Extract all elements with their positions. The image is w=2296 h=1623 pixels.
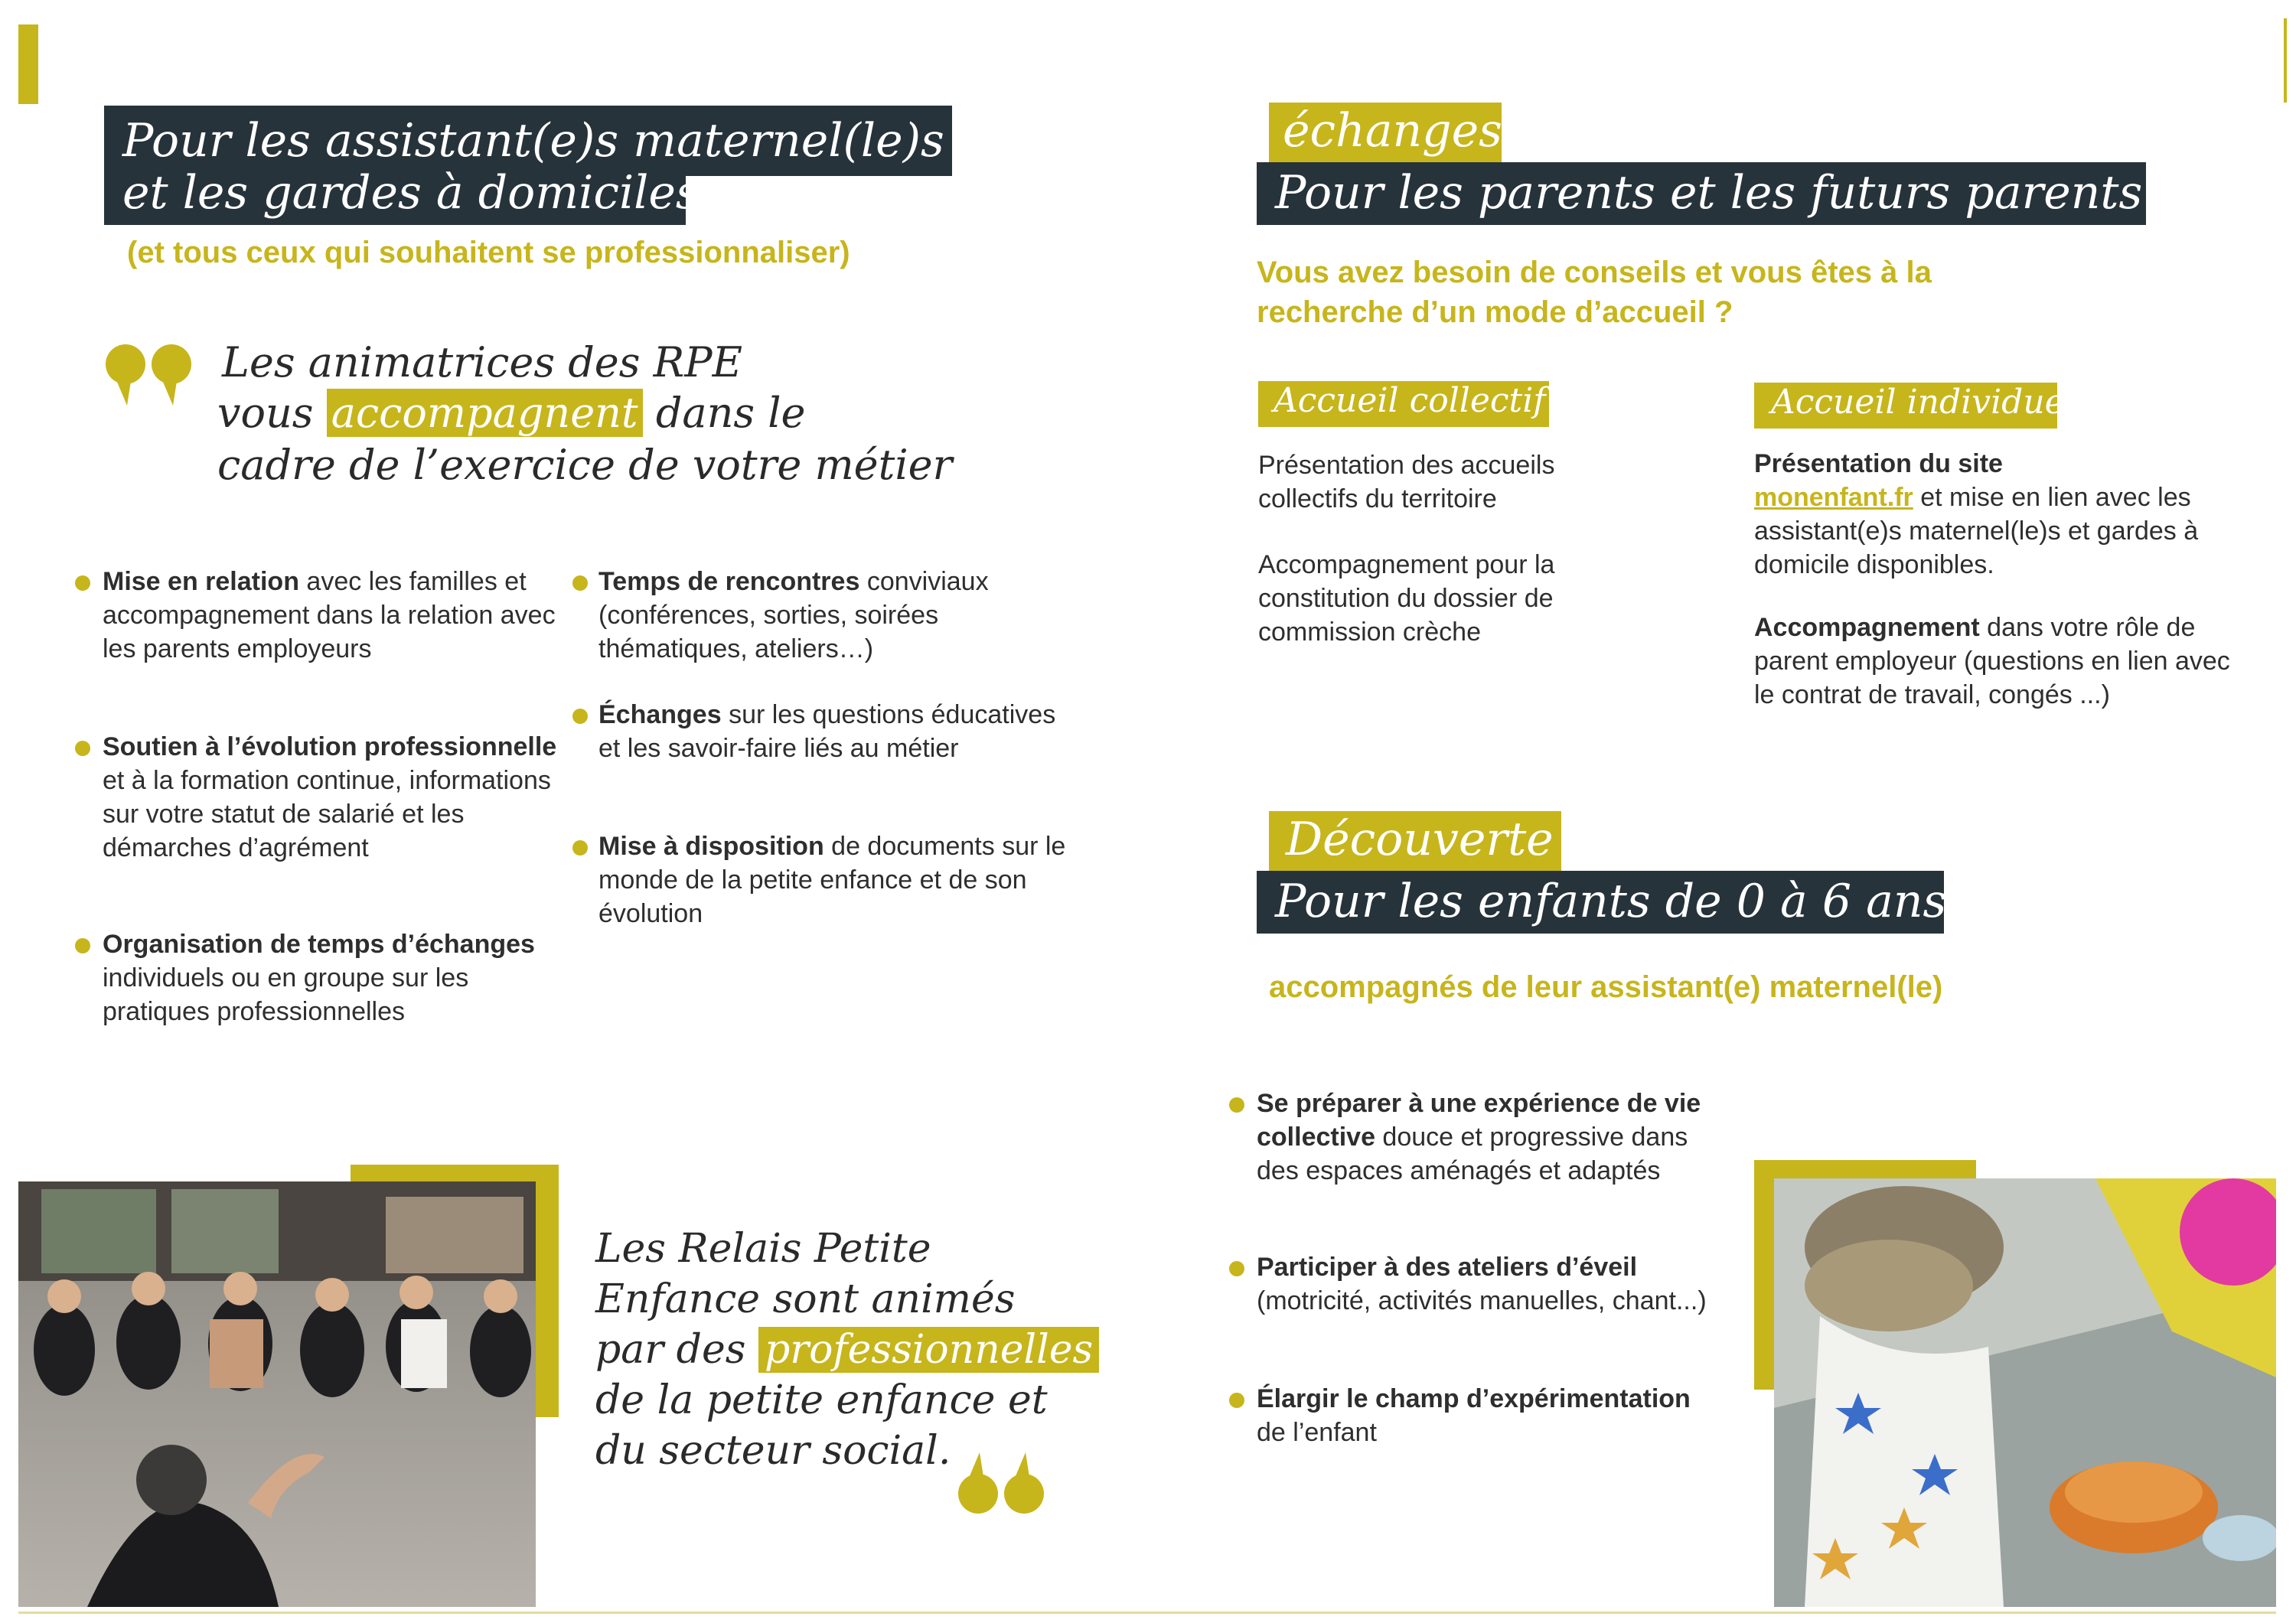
- collectif-text-2: Accompagnement pour la constitution du dossier de commission crèche: [1258, 550, 1555, 647]
- echanges-subtitle-2: recherche d’un mode d’accueil ?: [1257, 295, 1733, 329]
- bullet-dot: [75, 575, 90, 591]
- list-item: [598, 565, 1073, 666]
- list-item-text: de l’enfant: [1257, 1418, 1377, 1447]
- list-item: [103, 730, 562, 865]
- bullet-dot: [1229, 1097, 1244, 1113]
- echanges-title: Pour les parents et les futurs parents: [1275, 166, 2143, 220]
- list-item: [598, 829, 1073, 930]
- individuel-rest-2: dans votre rôle de parent employeur (questions en lien avec le contrat de travail, congés ...): [1754, 613, 2230, 709]
- list-item: [1257, 1087, 1716, 1188]
- list-item-bold: Organisation de temps d’échanges: [103, 930, 535, 959]
- bullet-dot: [572, 840, 588, 855]
- list-item-text: sur les questions éducatives et les savoir-faire liés au métier: [598, 700, 1056, 763]
- individuel-text-1: [1754, 447, 2244, 582]
- individuel-bold-2: Accompagnement: [1754, 613, 1980, 642]
- list-item-bold: Mise à disposition: [598, 832, 824, 861]
- bullet-dot: [75, 741, 90, 756]
- left-title-line2: et les gardes à domiciles: [122, 166, 700, 220]
- left-edge-mark: [18, 24, 38, 104]
- quote-line3: cadre de l’exercice de votre métier: [217, 441, 953, 489]
- open-quote-icon: [104, 338, 196, 407]
- collectif-text-1: Présentation des accueils collectifs du territoire: [1258, 451, 1555, 513]
- list-item-text: conviviaux (conférences, sorties, soirées thématiques, ateliers…): [598, 567, 989, 663]
- list-item-bold: Soutien à l’évolution professionnelle: [103, 732, 557, 761]
- bullet-dot: [1229, 1261, 1244, 1276]
- list-item-bold: Mise en relation: [103, 567, 299, 596]
- individuel-tag: Accueil individuel: [1771, 383, 2076, 422]
- right-edge-mark: [2284, 18, 2287, 103]
- quote-line2-pre: vous: [217, 389, 314, 437]
- list-item-bold: Échanges: [598, 700, 722, 729]
- bullet-dot: [572, 575, 588, 591]
- close-quote-icon: [957, 1451, 1049, 1520]
- bottom-quote-line2: Enfance sont animés: [595, 1276, 1016, 1322]
- quote-line2: [217, 389, 805, 437]
- list-item-text: individuels ou en groupe sur les pratiques professionnelles: [103, 963, 469, 1026]
- bullet-dot: [572, 709, 588, 724]
- individuel-text-2: [1754, 611, 2244, 712]
- decouverte-title: Pour les enfants de 0 à 6 ans: [1275, 875, 1947, 928]
- list-item-text: (motricité, activités manuelles, chant...): [1257, 1286, 1707, 1315]
- left-title-line1: Pour les assistant(e)s maternel(le)s: [122, 114, 944, 168]
- list-item: [598, 698, 1073, 765]
- individuel-rest-1: et mise en lien avec les assistant(e)s maternel(le)s et gardes à domicile disponibles.: [1754, 483, 2199, 579]
- list-item-bold: Se préparer à une expérience de vie collective: [1257, 1089, 1701, 1152]
- list-item-text: douce et progressive dans des espaces aménagés et adaptés: [1257, 1123, 1688, 1185]
- monenfant-link[interactable]: monenfant.fr: [1754, 483, 1913, 512]
- list-item: [103, 927, 562, 1028]
- quote-highlight: accompagnent: [327, 389, 643, 437]
- bottom-quote-highlight: professionnelles: [758, 1327, 1099, 1373]
- list-item-text: et à la formation continue, informations sur votre statut de salarié et les démarches d’agrément: [103, 766, 551, 862]
- collectif-tag: Accueil collectif: [1274, 381, 1546, 420]
- decouverte-subtitle: accompagnés de leur assistant(e) maternel(le): [1269, 970, 1943, 1004]
- echanges-subtitle-1: Vous avez besoin de conseils et vous êtes à la: [1257, 256, 1932, 289]
- group-photo: [18, 1181, 536, 1607]
- list-item-bold: Participer à des ateliers d’éveil: [1257, 1253, 1638, 1282]
- left-subtitle: (et tous ceux qui souhaitent se professionnaliser): [127, 236, 850, 269]
- bullet-dot: [75, 938, 90, 953]
- child-photo: [1774, 1178, 2276, 1607]
- list-item-bold: Élargir le champ d’expérimentation: [1257, 1384, 1691, 1413]
- list-item-text: avec les familles et accompagnement dans la relation avec les parents employeurs: [103, 567, 556, 663]
- list-item: [1257, 1382, 1716, 1449]
- bottom-quote-line5: du secteur social.: [595, 1428, 951, 1474]
- bottom-quote-line3: [595, 1327, 1099, 1373]
- list-item-bold: Temps de rencontres: [598, 567, 860, 596]
- bottom-rule: [18, 1612, 2276, 1614]
- echanges-tag: échanges: [1283, 104, 1502, 158]
- bottom-quote-pre: par des: [595, 1327, 746, 1373]
- quote-line2-post: dans le: [655, 389, 806, 437]
- quote-line1: Les animatrices des RPE: [222, 338, 743, 386]
- bottom-quote-line4: de la petite enfance et: [595, 1377, 1048, 1423]
- decouverte-tag: Découverte: [1286, 813, 1554, 866]
- list-item: [103, 565, 562, 666]
- bullet-dot: [1229, 1393, 1244, 1408]
- bottom-quote-line1: Les Relais Petite: [595, 1226, 931, 1272]
- individuel-bold-1: Présentation du site: [1754, 449, 2003, 478]
- list-item: [1257, 1250, 1716, 1318]
- list-item-text: de documents sur le monde de la petite enfance et de son évolution: [598, 832, 1066, 928]
